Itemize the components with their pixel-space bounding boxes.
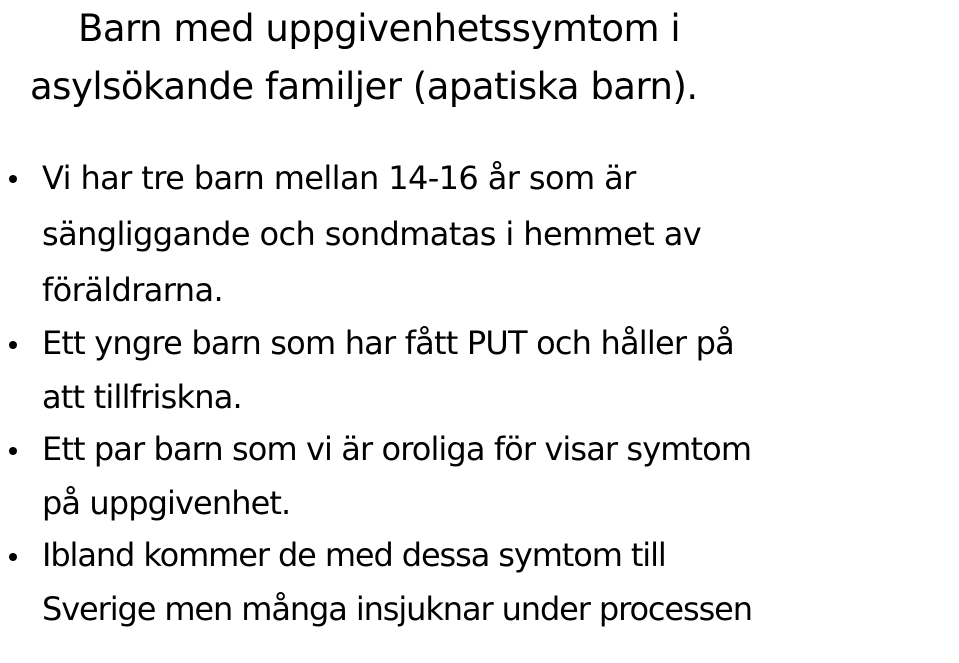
bullet-item (0, 422, 959, 530)
bullet-text-line: Sverige men många insjuknar under processen (42, 590, 752, 628)
bullet-text-line: Ett yngre barn som har fått PUT och håller på (42, 324, 734, 362)
bullet-text-line: föräldrarna. (42, 271, 224, 309)
slide-title (30, 0, 950, 116)
slide-title-line-1: Barn med uppgivenhetssymtom i (78, 7, 681, 50)
bullet-text-line: Ett par barn som vi är oroliga för visar symtom (42, 430, 752, 468)
bullet-dot-icon (9, 447, 17, 455)
bullet-text-line: att tillfriskna. (42, 378, 242, 416)
bullet-item (0, 150, 959, 318)
slide-title-line-2: asylsökande familjer (apatiska barn). (30, 65, 698, 108)
bullet-text-line: på uppgivenhet. (42, 484, 291, 522)
bullet-text-line: sängliggande och sondmatas i hemmet av (42, 215, 702, 253)
bullet-item (0, 316, 959, 424)
bullet-dot-icon (9, 341, 17, 349)
bullet-text-line: Ibland kommer de med dessa symtom till (42, 536, 666, 574)
bullet-list (0, 150, 959, 636)
bullet-item (0, 528, 959, 636)
bullet-text-line: Vi har tre barn mellan 14-16 år som är (42, 159, 636, 197)
bullet-dot-icon (9, 553, 17, 561)
bullet-dot-icon (9, 175, 17, 183)
